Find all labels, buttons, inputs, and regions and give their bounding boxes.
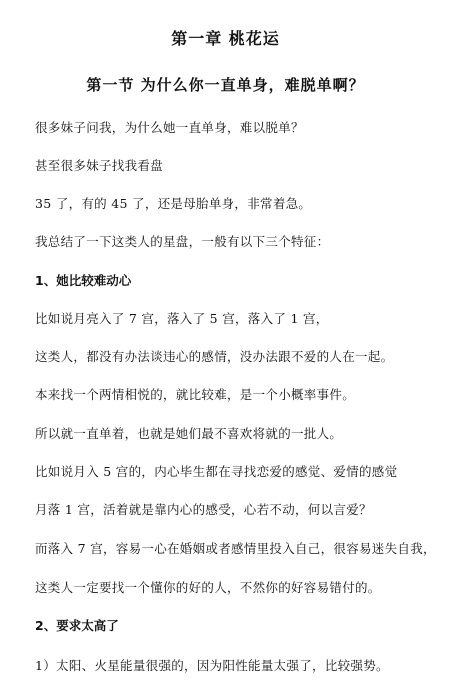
- section-title: 第一节 为什么你一直单身，难脱单啊？: [86, 76, 365, 94]
- paragraph: 比如说月入 5 宫的，内心毕生都在寻找恋爱的感觉、爱情的感觉: [35, 464, 398, 479]
- paragraph: 本来找一个两情相悦的，就比较难，是一个小概率事件。: [35, 387, 356, 402]
- subheading: 1、她比较难动心: [35, 273, 132, 288]
- paragraph: 这类人一定要找一个懂你的好的人，不然你的好容易错付的。: [35, 580, 381, 595]
- paragraph: 1）太阳、火星能量很强的，因为阳性能量太强了，比较强势。: [35, 658, 389, 673]
- chapter-title: 第一章 桃花运: [171, 29, 280, 48]
- paragraph: 甚至很多妹子找我看盘: [35, 158, 164, 173]
- paragraph: 所以就一直单着，也就是她们最不喜欢将就的一批人。: [35, 426, 343, 441]
- paragraph: 月落 1 宫，活着就是靠内心的感受，心若不动，何以言爱？: [35, 502, 372, 517]
- paragraph: 35 了，有的 45 了，还是母胎单身，非常着急。: [35, 196, 312, 211]
- paragraph: 很多妹子问我，为什么她一直单身，难以脱单？: [35, 120, 304, 135]
- paragraph: 这类人，都没有办法谈违心的感情，没办法跟不爱的人在一起。: [35, 349, 394, 364]
- subheading: 2、要求太高了: [35, 618, 119, 633]
- paragraph: 而落入 7 宫，容易一心在婚姻或者感情里投入自己，很容易迷失自我，: [35, 541, 436, 556]
- paragraph: 比如说月亮入了 7 宫，落入了 5 宫，落入了 1 宫，: [35, 311, 329, 326]
- paragraph: 我总结了一下这类人的星盘，一般有以下三个特征：: [35, 234, 330, 249]
